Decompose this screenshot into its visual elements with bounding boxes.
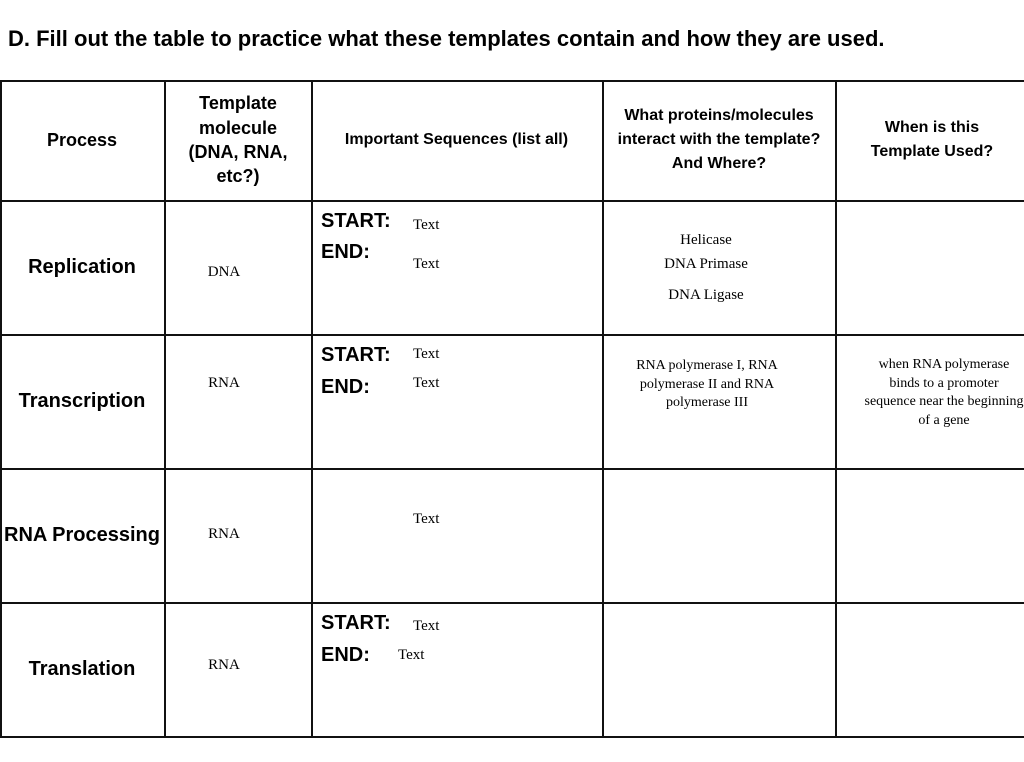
end-label: END: [321,241,370,263]
transcription-when-used: when RNA polymerase binds to a promoter sequence near the beginning of a gene [864,357,1024,428]
start-label: START: [321,612,391,634]
process-rna-processing: RNA Processing [4,524,160,546]
template-cell: RNA [208,526,240,542]
protein-dna-primase: DNA Primase [664,256,748,272]
header-when-used: When is this Template Used? [870,119,994,160]
template-cell: RNA [208,375,240,391]
end-label: END: [321,644,370,666]
column-divider [602,80,604,738]
header-important-sequences: Important Sequences (list all) [344,131,569,148]
header-proteins: What proteins/molecules interact with the template? And Where? [617,107,821,172]
end-label: END: [321,376,370,398]
start-label: START: [321,344,391,366]
process-translation: Translation [28,658,136,680]
template-cell: DNA [207,264,241,280]
end-value: Text [413,256,440,272]
protein-dna-ligase: DNA Ligase [668,287,744,303]
end-value: Text [413,375,440,391]
process-transcription: Transcription [18,390,146,412]
start-value: Text [413,346,440,362]
end-value: Text [398,647,425,663]
table-border-bottom [0,736,1024,738]
column-divider [835,80,837,738]
page-title: D. Fill out the table to practice what these templates contain and how they are used. [8,26,885,51]
column-divider [164,80,166,738]
process-replication: Replication [28,256,136,278]
transcription-proteins: RNA polymerase I, RNA polymerase II and RNA polymerase III [636,358,778,411]
protein-helicase: Helicase [680,232,732,248]
start-value: Text [413,618,440,634]
header-process: Process [46,129,118,150]
template-cell: RNA [208,657,240,673]
start-value: Text [413,217,440,233]
header-template-molecule: Template molecule (DNA, RNA, etc?) [188,93,288,187]
practice-table [0,80,1024,738]
sequence-value: Text [413,511,440,527]
start-label: START: [321,210,391,232]
